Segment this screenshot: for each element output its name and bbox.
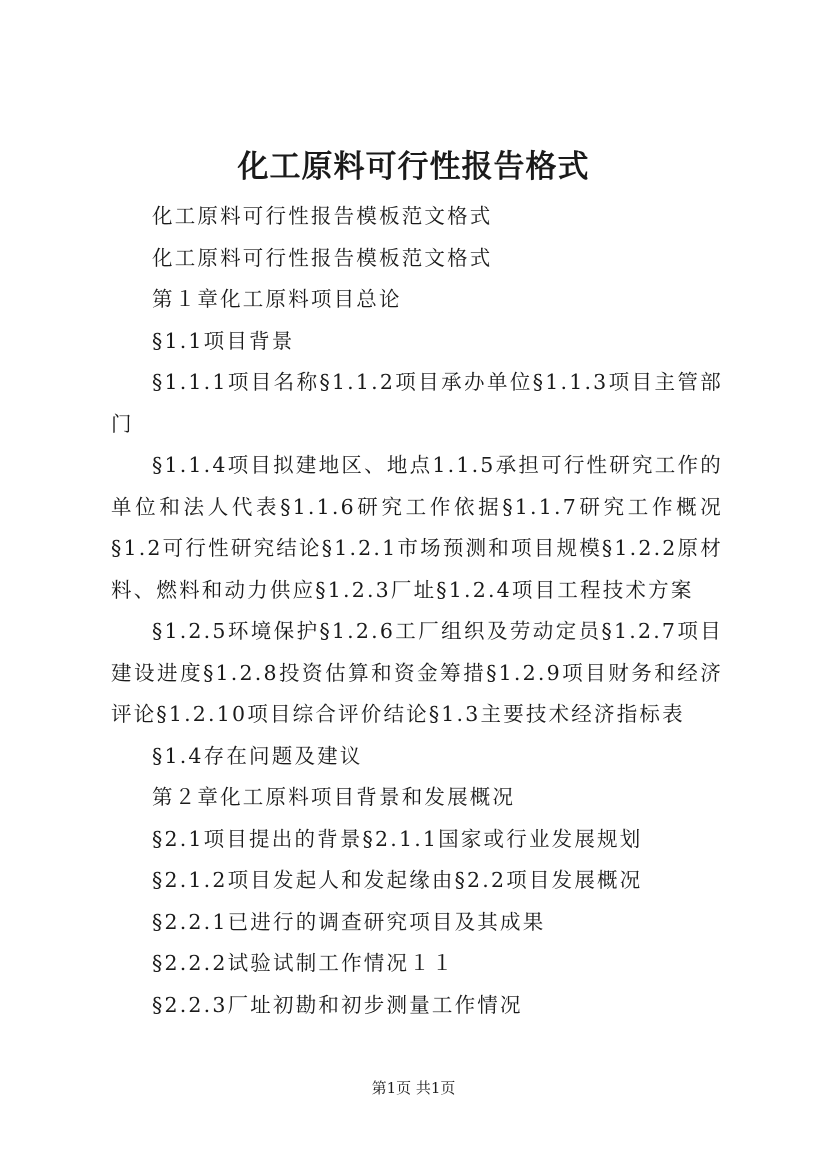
paragraph: §2.1.2项目发起人和发起缘由§2.2项目发展概况 [152,868,643,892]
paragraph: §2.2.2试验试制工作情况１１ [152,951,455,975]
paragraph: §2.1项目提出的背景§2.1.1国家或行业发展规划 [152,826,643,851]
paragraph: §1.2.5环境保护§1.2.6工厂组织及劳动定员§1.2.7项目建设进度§1.2.8投资估算和资金筹措§1.2.9项目财务和经济评论§1.2.10项目综合评价结论§1.3主要技术经济指标表 [111,619,723,726]
page-footer: 第1页 共1页 [371,1079,456,1097]
document-body [111,196,723,1026]
section-heading: §1.4存在问题及建议 [152,743,363,768]
chapter-heading: 第１章化工原料项目总论 [152,287,402,311]
paragraph: §2.2.1已进行的调查研究项目及其成果 [152,909,546,934]
paragraph: §2.2.3厂址初勘和初步测量工作情况 [152,992,523,1017]
paragraph: §1.1.1项目名称§1.1.2项目承办单位§1.1.3项目主管部门 [111,370,723,436]
chapter-heading: 第２章化工原料项目背景和发展概况 [152,785,516,809]
paragraph: 化工原料可行性报告模板范文格式 [152,204,493,228]
section-heading: §1.1项目背景 [152,328,295,353]
paragraph: 化工原料可行性报告模板范文格式 [152,245,493,270]
document-title: 化工原料可行性报告格式 [237,149,590,185]
paragraph: §1.1.4项目拟建地区、地点1.1.5承担可行性研究工作的单位和法人代表§1.1.6研究工作依据§1.1.7研究工作概况§1.2可行性研究结论§1.2.1市场预测和项目规模§1.2.2原材料、燃料和动力供应§1.2.3厂址§1.2.4项目工程技术方案 [111,453,723,602]
